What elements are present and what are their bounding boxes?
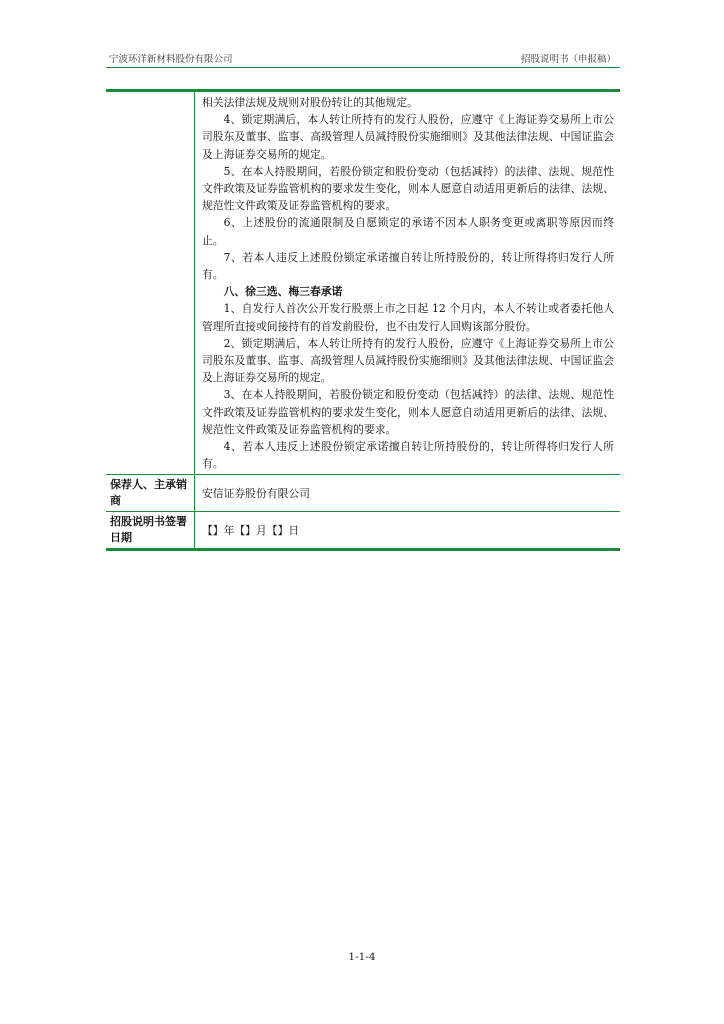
signing-date-value: [195, 512, 620, 548]
sponsor-label: 保荐人、主承销商: [106, 475, 195, 511]
signing-date-row: [106, 512, 620, 548]
commitment-section-heading: 八、徐三选、梅三春承诺: [223, 285, 343, 299]
sponsor-row: [106, 475, 620, 512]
commitments-content: [195, 92, 620, 474]
commitment-paragraph: 4、若本人违反上述股份锁定承诺擅自转让所持股份的，转让所得将归发行人所有。: [202, 440, 614, 471]
signing-date-text: 【】年【】月【】日: [202, 523, 300, 537]
commitment-paragraph: 5、在本人持股期间，若股份锁定和股份变动（包括减持）的法律、法规、规范性文件政策及证券监管机构的要求发生变化，则本人愿意自动适用更新后的法律、法规、规范性文件政策及证券监管机构的要求。: [202, 164, 614, 213]
sponsor-value: [195, 475, 620, 511]
commitment-paragraph: 6、上述股份的流通限制及自愿锁定的承诺不因本人职务变更或离职等原因而终止。: [202, 216, 614, 247]
page-number: 1-1-4: [348, 951, 376, 963]
commitment-paragraph: 相关法律法规及规则对股份转让的其他规定。: [202, 96, 418, 109]
signing-date-label: 招股说明书签署日期: [106, 512, 195, 548]
commitment-paragraph: 3、在本人持股期间，若股份锁定和股份变动（包括减持）的法律、法规、规范性文件政策及证券监管机构的要求发生变化，则本人愿意自动适用更新后的法律、法规、规范性文件政策及证券监管机构的要求。: [202, 388, 614, 436]
commitment-paragraph: 4、锁定期满后，本人转让所持有的发行人股份，应遵守《上海证券交易所上市公司股东及董事、监事、高级管理人员减持股份实施细则》及其他法律法规、中国证监会及上海证券交易所的规定。: [202, 113, 614, 161]
commitments-label-cell: [106, 92, 195, 474]
header-doc-title: 招股说明书（申报稿）: [520, 54, 616, 65]
commitment-paragraph: 2、锁定期满后，本人转让所持有的发行人股份，应遵守《上海证券交易所上市公司股东及董事、监事、高级管理人员减持股份实施细则》及其他法律法规、中国证监会及上海证券交易所的规定。: [202, 336, 614, 385]
sponsor-name: 安信证券股份有限公司: [202, 486, 310, 500]
header-company: 宁波环洋新材料股份有限公司: [109, 54, 233, 65]
commitment-paragraph: 7、若本人违反上述股份锁定承诺擅自转让所持股份的，转让所得将归发行人所有。: [202, 250, 614, 282]
info-table: [106, 89, 620, 551]
commitments-row: [106, 92, 620, 475]
commitment-paragraph: 1、自发行人首次公开发行股票上市之日起 12 个月内，本人不转让或者委托他人管理所直接或间接持有的首发前股份，也不由发行人回购该部分股份。: [202, 302, 614, 333]
header-divider: [106, 67, 620, 68]
page-header: [106, 50, 620, 66]
